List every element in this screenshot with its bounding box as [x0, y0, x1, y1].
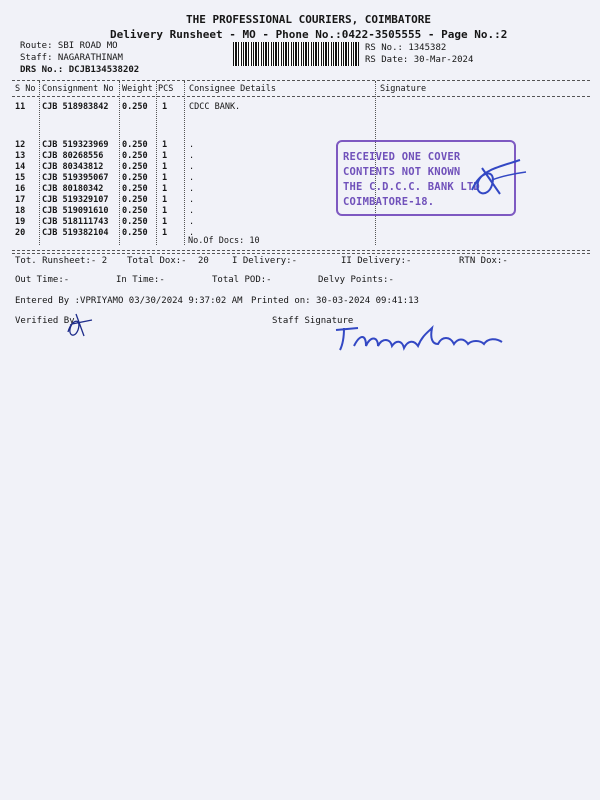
cell-sno: 17 — [15, 195, 26, 205]
total-pod: Total POD:- — [212, 275, 272, 285]
cell-consignee: . — [189, 217, 195, 227]
cell-weight: 0.250 — [122, 195, 148, 205]
cell-sno: 11 — [15, 102, 26, 112]
cell-consignee: . — [189, 140, 195, 150]
rs-number: RS No.: 1345382 — [365, 43, 447, 53]
rs-date: RS Date: 30-Mar-2024 — [365, 55, 474, 65]
cell-pcs: 1 — [162, 217, 168, 227]
cell-weight: 0.250 — [122, 102, 148, 112]
col-header-weight: Weight — [122, 84, 153, 94]
cell-consignment: CJB 80343812 — [42, 162, 104, 172]
cell-consignment: CJB 518111743 — [42, 217, 109, 227]
col-header-pcs: PCS — [158, 84, 174, 94]
table-top-rule — [12, 80, 590, 81]
cell-sno: 19 — [15, 217, 26, 227]
ii-delivery: II Delivery:- — [341, 256, 412, 266]
cell-pcs: 1 — [162, 184, 168, 194]
table-bottom-rule — [12, 250, 590, 251]
company-title: THE PROFESSIONAL COURIERS, COIMBATORE — [186, 13, 432, 26]
cell-weight: 0.250 — [122, 206, 148, 216]
cell-consignee: . — [189, 195, 195, 205]
cell-weight: 0.250 — [122, 151, 148, 161]
summary-rule — [12, 253, 590, 254]
cell-sno: 16 — [15, 184, 26, 194]
drs-number: DRS No.: DCJB134538202 — [20, 65, 140, 75]
col-divider-2 — [119, 81, 120, 245]
cell-sno: 13 — [15, 151, 26, 161]
cell-weight: 0.250 — [122, 217, 148, 227]
out-time: Out Time:- — [15, 275, 70, 285]
cell-consignee: . — [189, 162, 195, 172]
cell-pcs: 1 — [162, 195, 168, 205]
cell-pcs: 1 — [162, 162, 168, 172]
cell-pcs: 1 — [162, 140, 168, 150]
cell-weight: 0.250 — [122, 184, 148, 194]
cell-consignee: . — [189, 206, 195, 216]
cell-consignment: CJB 80268556 — [42, 151, 104, 161]
staff-signature-label: Staff Signature — [272, 316, 354, 326]
cell-pcs: 1 — [162, 102, 168, 112]
cell-consignment: CJB 80180342 — [42, 184, 104, 194]
cell-consignment: CJB 518983842 — [42, 102, 109, 112]
printed-on: Printed on: 30-03-2024 09:41:13 — [251, 296, 419, 306]
cell-consignee: . — [189, 151, 195, 161]
col-header-consignment: Consignment No — [42, 84, 114, 94]
cell-sno: 15 — [15, 173, 26, 183]
table-header-rule — [12, 96, 590, 97]
delvy-points: Delvy Points:- — [318, 275, 394, 285]
cell-pcs: 1 — [162, 206, 168, 216]
stamp-line-1: RECEIVED ONE COVER — [343, 151, 461, 163]
cell-pcs: 1 — [162, 228, 168, 238]
in-time: In Time:- — [116, 275, 165, 285]
stamp-line-3: THE C.D.C.C. BANK LTD — [343, 181, 480, 193]
verified-by: Verified By — [15, 316, 75, 326]
cell-consignment: CJB 519395067 — [42, 173, 109, 183]
cell-sno: 12 — [15, 140, 26, 150]
col-divider-3 — [156, 81, 157, 245]
cell-consignee: . — [189, 173, 195, 183]
staff-signature — [332, 318, 512, 358]
cell-weight: 0.250 — [122, 162, 148, 172]
cell-pcs: 1 — [162, 151, 168, 161]
stamp-line-2: CONTENTS NOT KNOWN — [343, 166, 461, 178]
col-header-signature: Signature — [380, 84, 427, 94]
total-dox-value: 20 — [198, 256, 209, 266]
stamp-signature — [462, 150, 532, 210]
total-dox-label: Total Dox:- — [127, 256, 187, 266]
stamp-line-4: COIMBATORE-18. — [343, 196, 435, 208]
cell-consignment: CJB 519382104 — [42, 228, 109, 238]
verifier-signature — [62, 310, 112, 340]
entered-by: Entered By :VPRIYAMO 03/30/2024 9:37:02 AM — [15, 296, 243, 306]
rtn-dox: RTN Dox:- — [459, 256, 508, 266]
staff-label: Staff: NAGARATHINAM — [20, 53, 123, 63]
cell-sno: 18 — [15, 206, 26, 216]
i-delivery: I Delivery:- — [232, 256, 298, 266]
route-label: Route: SBI ROAD MO — [20, 41, 118, 51]
cell-weight: 0.250 — [122, 140, 148, 150]
tot-runsheet: Tot. Runsheet:- 2 — [15, 256, 108, 266]
col-header-sno: S No — [15, 84, 36, 94]
cell-consignment: CJB 519091610 — [42, 206, 109, 216]
cell-consignee: CDCC BANK. — [189, 102, 241, 112]
no-of-docs: No.Of Docs: 10 — [188, 236, 260, 246]
cell-pcs: 1 — [162, 173, 168, 183]
col-divider-1 — [39, 81, 40, 245]
runsheet-title: Delivery Runsheet - MO - Phone No.:0422-3505555 - Page No.:2 — [110, 28, 508, 41]
barcode — [233, 42, 359, 66]
cell-consignment: CJB 519329107 — [42, 195, 109, 205]
cell-weight: 0.250 — [122, 228, 148, 238]
cell-consignee: . — [189, 184, 195, 194]
cell-consignee: . — [189, 228, 195, 238]
col-header-consignee: Consignee Details — [189, 84, 276, 94]
cell-sno: 20 — [15, 228, 26, 238]
col-divider-4 — [184, 81, 185, 245]
cell-sno: 14 — [15, 162, 26, 172]
cell-consignment: CJB 519323969 — [42, 140, 109, 150]
cell-weight: 0.250 — [122, 173, 148, 183]
